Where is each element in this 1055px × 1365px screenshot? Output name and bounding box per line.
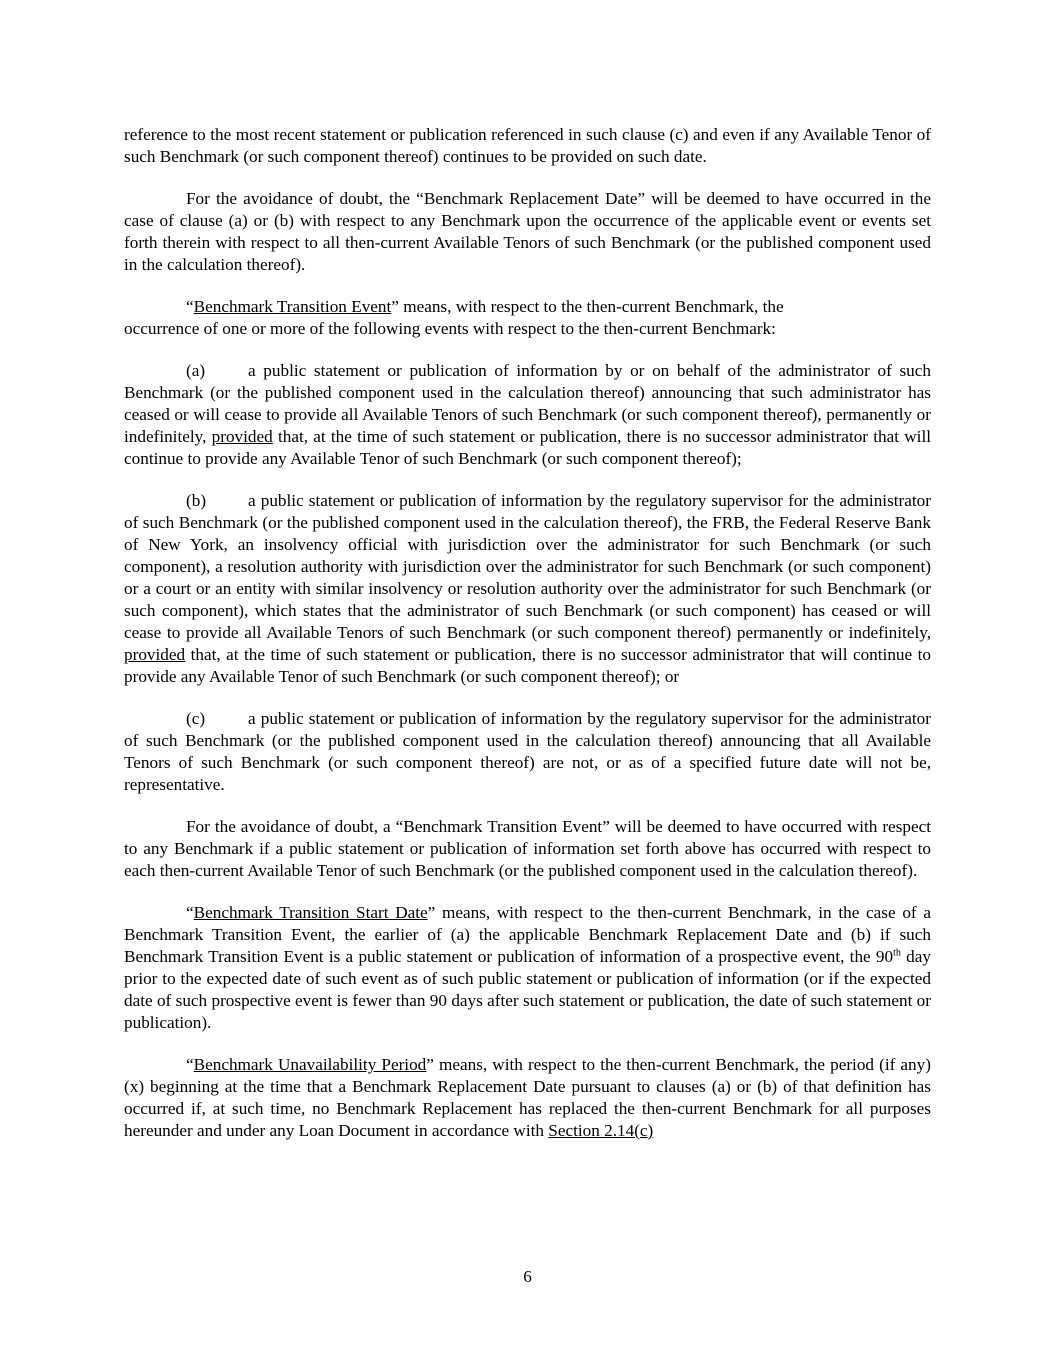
- defined-term: Benchmark Transition Start Date: [193, 903, 428, 922]
- open-quote: “: [186, 1055, 194, 1074]
- definition-text-cont: day prior to the expected date of such event as of such public statement or publication of information (or if the expected date of such prospective event is fewer than 90 days after such statement or publication, the date of such statement or publication).: [124, 947, 931, 1032]
- definition-benchmark-unavailability-period: [124, 1054, 931, 1142]
- provided-term: provided: [211, 427, 273, 446]
- paragraph-transition-event-doubt: [124, 816, 931, 882]
- clause-text-cont: that, at the time of such statement or publication, there is no successor administrator that will continue to provide any Available Tenor of such Benchmark (or such component thereof); or: [124, 645, 931, 686]
- defined-term: Benchmark Transition Event: [193, 297, 392, 316]
- paragraph-continuation: [124, 124, 931, 168]
- definition-text: ” means, with respect to the then-current Benchmark, in the case of a Benchmark Transition Event, the earlier of (a) the applicable Benchmark Replacement Date and (b) if such Benchmark Transition Event is a public statement or publication of information of a prospective event, the 90: [124, 903, 931, 966]
- definition-benchmark-transition-event: [124, 296, 931, 340]
- clause-marker: (b): [186, 491, 207, 510]
- page-body: [124, 124, 931, 1162]
- clause-a: [124, 360, 931, 470]
- open-quote: “: [186, 297, 194, 316]
- clause-marker: (c): [186, 709, 206, 728]
- clause-c: [124, 708, 931, 796]
- definition-text-line1: ” means, with respect to the then-current Benchmark, the: [391, 297, 784, 316]
- clause-marker: (a): [186, 361, 206, 380]
- clause-b: [124, 490, 931, 688]
- clause-text: a public statement or publication of information by or on behalf of the administrator of such Benchmark (or the published component used in the calculation thereof) announcing that such administrator has ceased or will cease to provide all Available Tenors of such Benchmark (or such component thereof), permanently or indefinitely,: [124, 361, 931, 446]
- defined-term: Benchmark Unavailability Period: [193, 1055, 427, 1074]
- definition-benchmark-transition-start-date: [124, 902, 931, 1034]
- open-quote: “: [186, 903, 194, 922]
- provided-term: provided: [124, 645, 186, 664]
- section-reference: Section 2.14(c): [548, 1121, 654, 1140]
- paragraph-text: For the avoidance of doubt, a “Benchmark Transition Event” will be deemed to have occurred with respect to any Benchmark if a public statement or publication of information set forth above has occurred with respect to each then-current Available Tenor of such Benchmark (or the published component used in the calculation thereof).: [124, 817, 931, 880]
- paragraph-text: For the avoidance of doubt, the “Benchmark Replacement Date” will be deemed to have occurred in the case of clause (a) or (b) with respect to any Benchmark upon the occurrence of the applicable event or events set forth therein with respect to all then-current Available Tenors of such Benchmark (or the published component used in the calculation thereof).: [124, 189, 931, 274]
- clause-text: a public statement or publication of information by the regulatory supervisor for the administrator of such Benchmark (or the published component used in the calculation thereof) announcing that all Available Tenors of such Benchmark (or such component thereof) are not, or as of a specified future date will not be, representative.: [124, 709, 931, 794]
- clause-text-cont: that, at the time of such statement or publication, there is no successor administrator that will continue to provide any Available Tenor of such Benchmark (or such component thereof);: [124, 427, 931, 468]
- clause-text: a public statement or publication of information by the regulatory supervisor for the administrator of such Benchmark (or the published component used in the calculation thereof), the FRB, the Federal Reserve Bank of New York, an insolvency official with jurisdiction over the administrator for such Benchmark (or such component), a resolution authority with jurisdiction over the administrator for such Benchmark (or such component) or a court or an entity with similar insolvency or resolution authority over the administrator for such Benchmark (or such component), which states that the administrator of such Benchmark (or such component) has ceased or will cease to provide all Available Tenors of such Benchmark (or such component thereof) permanently or indefinitely,: [124, 491, 931, 642]
- page-number: 6: [523, 1267, 532, 1286]
- definition-text: ” means, with respect to the then-current Benchmark, the period (if any) (x) beginning at the time that a Benchmark Replacement Date pursuant to clauses (a) or (b) of that definition has occurred if, at such time, no Benchmark Replacement has replaced the then-current Benchmark for all purposes hereunder and under any Loan Document in accordance with: [124, 1055, 931, 1140]
- paragraph-replacement-date-doubt: [124, 188, 931, 276]
- ordinal-suffix: th: [893, 947, 901, 959]
- paragraph-text: reference to the most recent statement or publication referenced in such clause (c) and even if any Available Tenor of such Benchmark (or such component thereof) continues to be provided on such date.: [124, 125, 931, 166]
- definition-text-line2: occurrence of one or more of the following events with respect to the then-current Benchmark:: [124, 319, 776, 338]
